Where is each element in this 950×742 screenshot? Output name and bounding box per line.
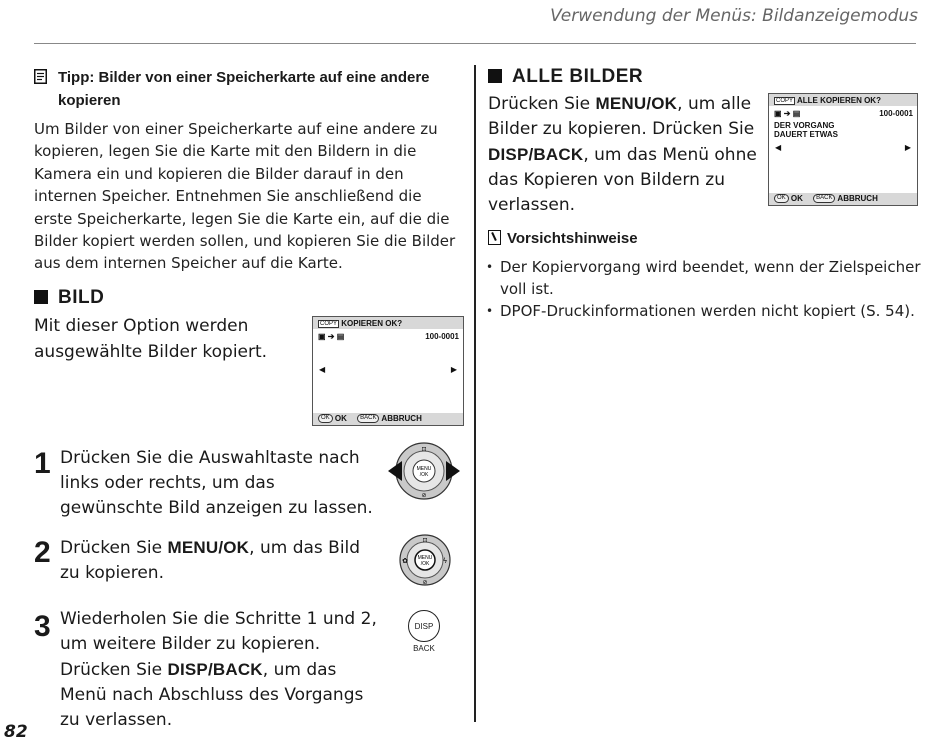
left-arrow-icon: ◀ — [319, 365, 326, 374]
step-1-text: Drücken Sie die Auswahltaste nach links oder rechts, um das gewünschte Bild anzeigen zu lassen. — [60, 448, 373, 518]
caution-item: • Der Kopiervorgang wird beendet, wenn der Zielspeicher voll ist. — [486, 256, 926, 300]
tip-heading — [34, 66, 434, 112]
ok-button-icon: OK — [774, 194, 789, 203]
page-number: 82 — [4, 722, 28, 742]
card-to-internal-icon: ▣ ➔ ▤ — [774, 109, 801, 118]
svg-text:⊡: ⊡ — [421, 446, 427, 453]
lcd-title: ALLE KOPIEREN OK? — [796, 96, 881, 105]
caution-list — [486, 256, 926, 322]
svg-text:MENU: MENU — [416, 466, 432, 472]
disp-back-button-icon: DISP BACK — [406, 610, 442, 655]
svg-text:ϟ: ϟ — [442, 557, 448, 565]
right-arrow-icon: ▶ — [450, 365, 457, 374]
selector-dial-menu-ok-icon — [398, 533, 452, 587]
back-button-icon: BACK — [357, 414, 379, 423]
svg-text:/OK: /OK — [420, 561, 430, 567]
bild-heading: BILD — [34, 287, 104, 309]
lcd-message-line-1: DER VORGANG — [774, 121, 835, 130]
heading-square-icon — [34, 290, 48, 304]
heading-square-icon — [488, 69, 502, 83]
step-3-text: Wiederholen Sie die Schritte 1 und 2, um weitere Bilder zu kopieren. Drücken Sie DISP/BACK, um das Menü nach Abschluss des Vorgangs zu verlassen. — [60, 609, 377, 730]
bild-body: Mit dieser Option werden ausgewählte Bilder kopiert. — [34, 316, 268, 362]
alle-bilder-heading: ALLE BILDER — [488, 66, 643, 88]
caution-heading: Vorsichtshinweise — [488, 230, 638, 247]
lcd-message-line-2: DAUERT ETWAS — [774, 130, 838, 139]
step-1-number: 1 — [34, 447, 51, 480]
svg-text:/OK: /OK — [419, 472, 429, 478]
svg-text:MENU: MENU — [417, 555, 433, 561]
column-divider — [474, 65, 476, 722]
alle-bilder-body: Drücken Sie MENU/OK, um alle Bilder zu kopieren. Drücken Sie DISP/BACK, um das Menü ohne das Kopieren von Bildern zu verlassen. — [488, 94, 757, 215]
tip-body: Um Bilder von einer Speicherkarte auf eine andere zu kopieren, legen Sie die Karte mit den Bildern in die Kamera ein und kopieren die Bilder darauf in den internen Speicher. Entnehmen Sie anschließend die erste Speicherkarte, legen Sie die Karte ein, auf die die Bilder kopiert werden sollen, und kopieren Sie die Bilder aus dem internen Speicher auf die Karte. — [34, 120, 456, 273]
left-arrow-icon: ◀ — [775, 143, 782, 152]
running-header: Verwendung der Menüs: Bildanzeigemodus — [550, 6, 918, 26]
ok-button-icon: OK — [318, 414, 333, 423]
selector-dial-left-right-icon — [386, 440, 462, 502]
lcd-screen-bild: COPY KOPIEREN OK? ▣ ➔ ▤ 100-0001 ◀ ▶ OK OK BACK ABBRUCH — [312, 316, 464, 426]
frame-counter: 100-0001 — [425, 332, 459, 341]
lcd-title: KOPIEREN OK? — [341, 319, 403, 328]
copy-tag: COPY — [776, 97, 794, 104]
svg-text:✿: ✿ — [402, 557, 408, 565]
svg-text:⊘: ⊘ — [421, 492, 427, 499]
header-rule — [34, 43, 916, 44]
right-arrow-icon: ▶ — [904, 143, 911, 152]
caution-item: • DPOF-Druckinformationen werden nicht kopiert (S. 54). — [486, 300, 926, 322]
step-2-number: 2 — [34, 536, 51, 569]
svg-text:⊘: ⊘ — [422, 579, 428, 586]
frame-counter: 100-0001 — [879, 109, 913, 118]
caution-icon — [488, 230, 501, 245]
step-2-text: Drücken Sie MENU/OK, um das Bild zu kopieren. — [60, 538, 361, 583]
step-3-number: 3 — [34, 610, 51, 643]
lcd-screen-alle-bilder: COPY ALLE KOPIEREN OK? ▣ ➔ ▤ 100-0001 DER VORGANG DAUERT ETWAS ◀ ▶ OK OK BACK ABBRUCH — [768, 93, 918, 206]
note-icon — [34, 69, 47, 84]
svg-text:⊡: ⊡ — [422, 537, 428, 544]
card-to-internal-icon: ▣ ➔ ▤ — [318, 332, 345, 341]
back-button-icon: BACK — [813, 194, 835, 203]
tip-title: Tipp: Bilder von einer Speicherkarte auf eine andere kopieren — [58, 69, 430, 109]
copy-tag: COPY — [320, 320, 338, 327]
